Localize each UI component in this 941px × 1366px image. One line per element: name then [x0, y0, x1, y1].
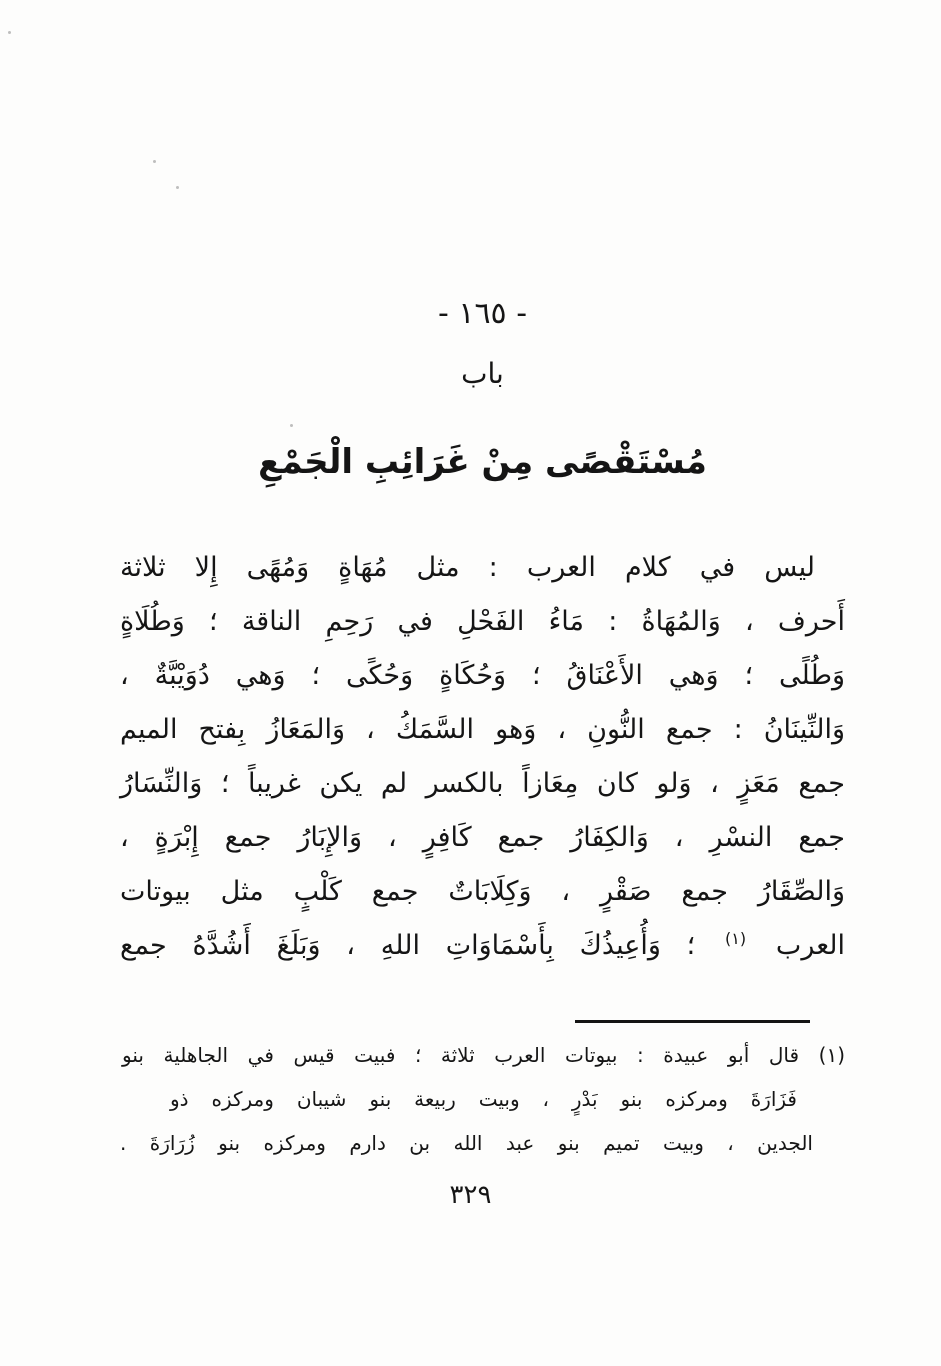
body-line-text: ؛ وَأُعِيذُكَ بِأَسْمَاوَاتِ اللهِ ، وَبَلَغَ أَشُدَّهُ جمع: [120, 930, 696, 961]
footnote-line: (١) قال أبو عبيدة : بيوتات العرب ثلاثة ؛ فبيت قيس في الجاهلية بنو: [122, 1043, 845, 1067]
body-line: وَالصِّقَارُ جمع صَقْرٍ ، وَكِلَابَاتٌ جمع كَلْبٍ مثل بيوتات: [120, 876, 845, 907]
scan-speck: [8, 31, 11, 34]
body-line: أَحرف ، وَالمُهَاةُ : مَاءُ الفَحْلِ في رَحِمِ الناقة ؛ وَطُلَاةٍ: [120, 606, 845, 637]
scan-speck: [153, 160, 156, 163]
body-line-text: العرب: [775, 930, 845, 961]
body-line: [120, 919, 845, 973]
footnote-line: فَزَارَةَ ومركزه بنو بَدْرٍ ، وبيت ربيعة بنو شيبان ومركزه ذو: [170, 1087, 797, 1111]
footnote: [120, 1033, 845, 1165]
page-marker: - ١٦٥ -: [437, 296, 528, 331]
body-text: [120, 541, 845, 973]
footnote-line: الجدين ، وبيت تميم بنو عبد الله بن دارم ومركزه بنو زُرَارَةَ .: [120, 1131, 813, 1155]
footnote-divider: [575, 1020, 810, 1023]
body-line: وَطُلًى ؛ وَهي الأَعْنَاقُ ؛ وَحُكَاةٍ وَحُكًى ؛ وَهي دُوَيْبَّةٌ ،: [120, 660, 845, 691]
chapter-title: مُسْتَقْصًى مِنْ غَرَائِبِ الْجَمْعِ: [258, 442, 707, 482]
page-number: ٣٢٩: [449, 1180, 492, 1210]
body-line: ليس في كلام العرب : مثل مُهَاةٍ وَمُهًى إِلا ثلاثة: [120, 552, 815, 583]
section-label: باب: [461, 357, 504, 390]
footnote-ref: (١): [725, 929, 747, 948]
scan-speck: [290, 424, 293, 427]
body-line: جمع مَعَزٍ ، وَلو كان مِعَازاً بالكسر لم يكن غريباً ؛ وَالنِّسَارُ: [120, 768, 845, 799]
body-line: جمع النسْرِ ، وَالكِفَارُ جمع كَافِرٍ ، وَالإِبَارُ جمع إِبْرَةٍ ،: [120, 822, 845, 853]
scan-speck: [176, 186, 179, 189]
body-line: وَالنِّينَانُ : جمع النُّونِ ، وَهو السَّمَكُ ، وَالمَعَازُ بِفتح الميم: [120, 714, 845, 745]
